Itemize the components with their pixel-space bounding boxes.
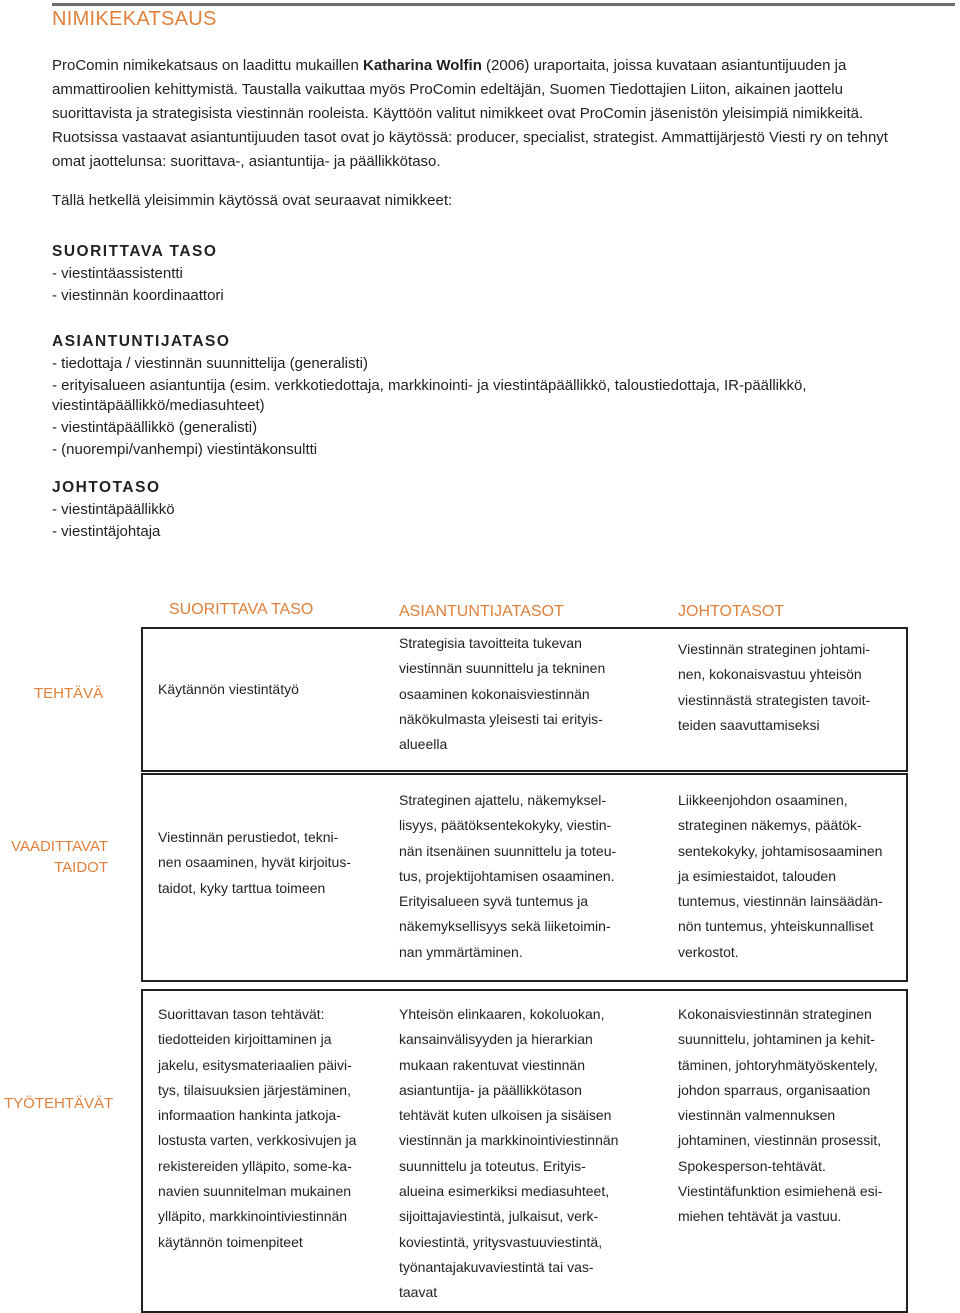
text-line: Viestinnän strateginen johtami- xyxy=(678,641,870,657)
table-cell xyxy=(678,1002,882,1230)
text-line: Yhteisön elinkaaren, kokoluokan, xyxy=(399,1006,605,1022)
text-line: nön tuntemus, yhteiskunnalliset xyxy=(678,918,874,935)
text-line: nän itsenäinen suunnittelu ja toteu- xyxy=(399,842,617,859)
text-line: Liikkeenjohdon osaaminen, xyxy=(678,792,848,808)
table-cell xyxy=(678,788,883,965)
text-line: Strateginen ajattelu, näkemyksel- xyxy=(399,792,606,808)
text-line: viestinnän suunnittelu ja tekninen xyxy=(399,660,606,677)
text-line: tus, projektijohtamisen osaaminen. xyxy=(399,867,615,884)
text-line: verkostot. xyxy=(678,943,739,960)
table-cell xyxy=(678,637,870,738)
row-label-taidot xyxy=(4,836,108,878)
intro-paragraph xyxy=(52,54,912,174)
text-line: mukaan rakentuvat viestinnän xyxy=(399,1056,585,1073)
text-line: tys, tilaisuuksien järjestäminen, xyxy=(158,1081,351,1098)
table-cell xyxy=(158,677,299,702)
text-line: tiedotteiden kirjoittaminen ja xyxy=(158,1031,332,1048)
text-line: taidot, kyky tarttua toimeen xyxy=(158,879,326,896)
text-line: lostusta varten, verkkosivujen ja xyxy=(158,1132,357,1149)
level-asiantuntija xyxy=(52,330,922,462)
text-line: sentekokyky, johtamisosaaminen xyxy=(678,842,883,859)
text-line: Suorittavan tason tehtävät: xyxy=(158,1006,325,1022)
text-line: ylläpito, markkinointiviestinnän xyxy=(158,1208,348,1225)
text-line: lisyys, päätöksentekokyky, viestin- xyxy=(399,817,612,834)
table-cell xyxy=(399,1002,618,1306)
text-line: Erityisalueen syvä tuntemus ja xyxy=(399,893,589,910)
table-cell xyxy=(158,1002,356,1255)
table-cell xyxy=(158,825,351,901)
text-line: Viestinnän perustiedot, tekni- xyxy=(158,829,339,845)
text-line: VAADITTAVAT xyxy=(11,838,108,855)
level-suorittava xyxy=(52,240,922,308)
text-line: miehen tehtävät ja vastuu. xyxy=(678,1208,842,1225)
text-line: strateginen näkemys, päätök- xyxy=(678,817,862,834)
text-line: tuntemus, viestinnän lainsäädän- xyxy=(678,893,883,910)
text-line: sijoittajaviestintä, julkaisut, verk- xyxy=(399,1208,599,1225)
title-item: - viestinnän koordinaattori xyxy=(52,287,224,304)
title-item: - viestintäassistentti xyxy=(52,265,183,282)
text-line: kansainvälisyyden ja hierarkian xyxy=(399,1031,593,1048)
text-line: suunnittelu, johtaminen ja kehit- xyxy=(678,1031,875,1048)
title-item: - (nuorempi/vanhempi) viestintäkonsultti xyxy=(52,441,318,458)
text-line: näkemyksellisyys sekä liiketoimin- xyxy=(399,918,611,935)
text-line: teiden saavuttamiseksi xyxy=(678,716,820,733)
top-rule xyxy=(52,3,955,6)
text-line: TYÖTEHTÄVÄT xyxy=(4,1095,114,1112)
table-cell xyxy=(399,788,616,965)
text-line: ja esimiestaidot, talouden xyxy=(678,867,836,884)
page-title: NIMIKEKATSAUS xyxy=(52,8,217,30)
text-line: navien suunnitelman mukainen xyxy=(158,1183,352,1200)
lead-sentence: Tällä hetkellä yleisimmin käytössä ovat seuraavat nimikkeet: xyxy=(52,192,453,209)
title-item: - viestintäpäällikkö (generalisti) xyxy=(52,419,258,436)
title-item: - viestintäpäällikkö xyxy=(52,501,175,518)
column-header-suorittava: SUORITTAVA TASO xyxy=(169,601,314,618)
text-line: osaaminen kokonaisviestinnän xyxy=(399,685,590,702)
text-line: nan ymmärtäminen. xyxy=(399,943,523,960)
text-line: informaation hankinta jatkoja- xyxy=(158,1107,341,1124)
text-line: viestinnän ja markkinointiviestinnän xyxy=(399,1132,619,1149)
text-line: koviestintä, yritysvastuuviestintä, xyxy=(399,1233,603,1250)
text-line: viestinnästä strategisten tavoit- xyxy=(678,691,871,708)
row-label-tyotehtavat xyxy=(4,1093,113,1114)
text-line: taavat xyxy=(399,1284,438,1301)
text-line: tehtävät kuten ulkoisen ja sisäisen xyxy=(399,1107,612,1124)
column-header-johto: JOHTOTASOT xyxy=(678,603,785,620)
text-line: nen, kokonaisvastuu yhteisön xyxy=(678,666,862,683)
text-line: Viestintäfunktion esimiehenä esi- xyxy=(678,1183,883,1200)
text-line: Kokonaisviestinnän strateginen xyxy=(678,1006,872,1022)
level-heading: ASIANTUNTIJATASO xyxy=(52,333,231,350)
text-line: Käytännön viestintätyö xyxy=(158,681,299,697)
intro-author: Katharina Wolfin xyxy=(362,57,482,74)
text-line: täminen, johtoryhmätyöskentely, xyxy=(678,1056,878,1073)
level-heading: JOHTOTASO xyxy=(52,479,161,496)
title-item: - erityisalueen asiantuntija (esim. verkkotiedottaja, markkinointi- ja viestintäpäällikkö, taloustiedottaja, IR-päällikkö, viestintäpäällikkö/mediasuhteet) xyxy=(52,377,807,414)
text-line: Strategisia tavoitteita tukevan xyxy=(399,635,582,651)
text-line: rekistereiden ylläpito, some-ka- xyxy=(158,1157,352,1174)
title-item: - tiedottaja / viestinnän suunnittelija (generalisti) xyxy=(52,355,369,372)
text-line: alueina esimerkiksi mediasuhteet, xyxy=(399,1183,610,1200)
text-line: jakelu, esitysmateriaalien päivi- xyxy=(158,1056,352,1073)
text-line: johdon sparraus, organisaation xyxy=(678,1081,871,1098)
intro-text-rest: (2006) uraportaita, joissa kuvataan asiantuntijuuden ja ammattiroolien kehittymistä. Taustalla vaikuttaa myös ProComin edeltäjän, Suomen Tiedottajien Liiton, aikainen jaottelu suorittavista ja strategisista viestinnän rooleista. Käyttöön valitut nimikkeet ovat ProComin jäsenistön yleisimpiä nimikkeitä. Ruotsissa vastaavat asiantuntijuuden tasot ovat jo käytössä: producer, specialist, strategist. Ammattijärjestö Viesti ry on tehnyt omat jaottelunsa: suorittava-, asiantuntija- ja päällikkötaso. xyxy=(52,57,888,170)
level-heading: SUORITTAVA TASO xyxy=(52,243,218,260)
row-label-tehtava xyxy=(34,683,103,704)
text-line: näkökulmasta yleisesti tai erityis- xyxy=(399,710,603,727)
column-header-asiantuntija: ASIANTUNTIJATASOT xyxy=(399,603,564,620)
intro-text-start: ProComin nimikekatsaus on laadittu mukaillen xyxy=(52,57,363,74)
text-line: nen osaaminen, hyvät kirjoitus- xyxy=(158,854,351,871)
text-line: työnantajakuvaviestintä tai vas- xyxy=(399,1258,594,1275)
title-item: - viestintäjohtaja xyxy=(52,523,161,540)
text-line: TEHTÄVÄ xyxy=(34,685,104,702)
text-line: alueella xyxy=(399,736,448,753)
level-johto xyxy=(52,476,922,544)
text-line: suunnittelu ja toteutus. Erityis- xyxy=(399,1157,586,1174)
text-line: TAIDOT xyxy=(54,859,108,876)
text-line: Spokesperson-tehtävät. xyxy=(678,1157,826,1174)
text-line: johtaminen, viestinnän prosessit, xyxy=(678,1132,882,1149)
text-line: viestinnän valmennuksen xyxy=(678,1107,836,1124)
text-line: käytännön toimenpiteet xyxy=(158,1233,303,1250)
table-cell xyxy=(399,631,605,757)
text-line: asiantuntija- ja päällikkötason xyxy=(399,1081,582,1098)
